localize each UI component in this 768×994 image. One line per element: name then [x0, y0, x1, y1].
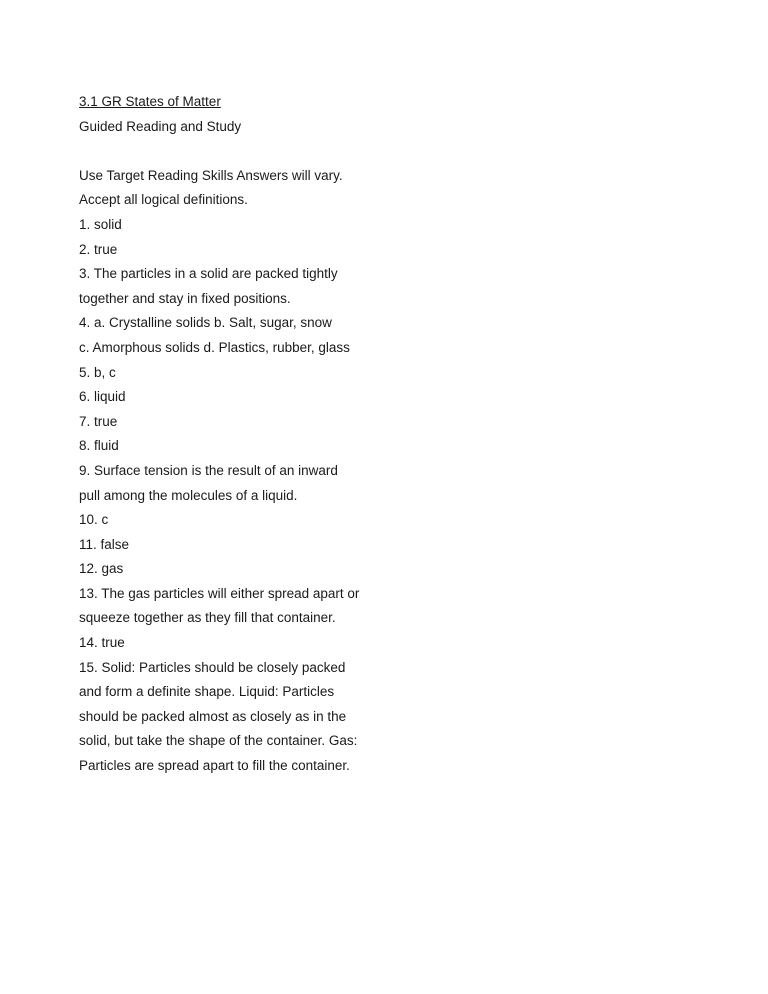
- text-line: Use Target Reading Skills Answers will vary.: [79, 167, 343, 183]
- answer-line: should be packed almost as closely as in the: [79, 708, 347, 724]
- answer-line: and form a definite shape. Liquid: Particles: [79, 684, 335, 700]
- answer-line: 8. fluid: [79, 438, 119, 454]
- answer-line: pull among the molecules of a liquid.: [79, 487, 298, 503]
- answer-line: squeeze together as they fill that container.: [79, 610, 336, 626]
- answer-line: Particles are spread apart to fill the container.: [79, 758, 350, 774]
- answer-line: 7. true: [79, 413, 118, 429]
- text-line: Accept all logical definitions.: [79, 192, 248, 208]
- document-content: [79, 90, 699, 779]
- answer-line: 5. b, c: [79, 364, 116, 380]
- answer-line: 4. a. Crystalline solids b. Salt, sugar, snow: [79, 315, 332, 331]
- answer-line: 10. c: [79, 512, 109, 528]
- answer-line: solid, but take the shape of the container. Gas:: [79, 733, 358, 749]
- answer-line: c. Amorphous solids d. Plastics, rubber, glass: [79, 339, 350, 355]
- answer-line: 12. gas: [79, 561, 124, 577]
- answer-line: 13. The gas particles will either spread apart or: [79, 585, 360, 601]
- answer-line: 9. Surface tension is the result of an inward: [79, 462, 338, 478]
- answer-line: together and stay in fixed positions.: [79, 290, 291, 306]
- answer-line: 11. false: [79, 536, 130, 552]
- answer-line: 6. liquid: [79, 389, 126, 405]
- blank-line: [79, 139, 699, 164]
- answer-line: 15. Solid: Particles should be closely packed: [79, 659, 346, 675]
- answer-line: 2. true: [79, 241, 118, 257]
- answer-line: 1. solid: [79, 216, 122, 232]
- answer-line: 14. true: [79, 635, 125, 651]
- answer-line: 3. The particles in a solid are packed tightly: [79, 266, 338, 282]
- document-title: 3.1 GR States of Matter: [79, 94, 221, 109]
- document-subtitle: Guided Reading and Study: [79, 118, 242, 134]
